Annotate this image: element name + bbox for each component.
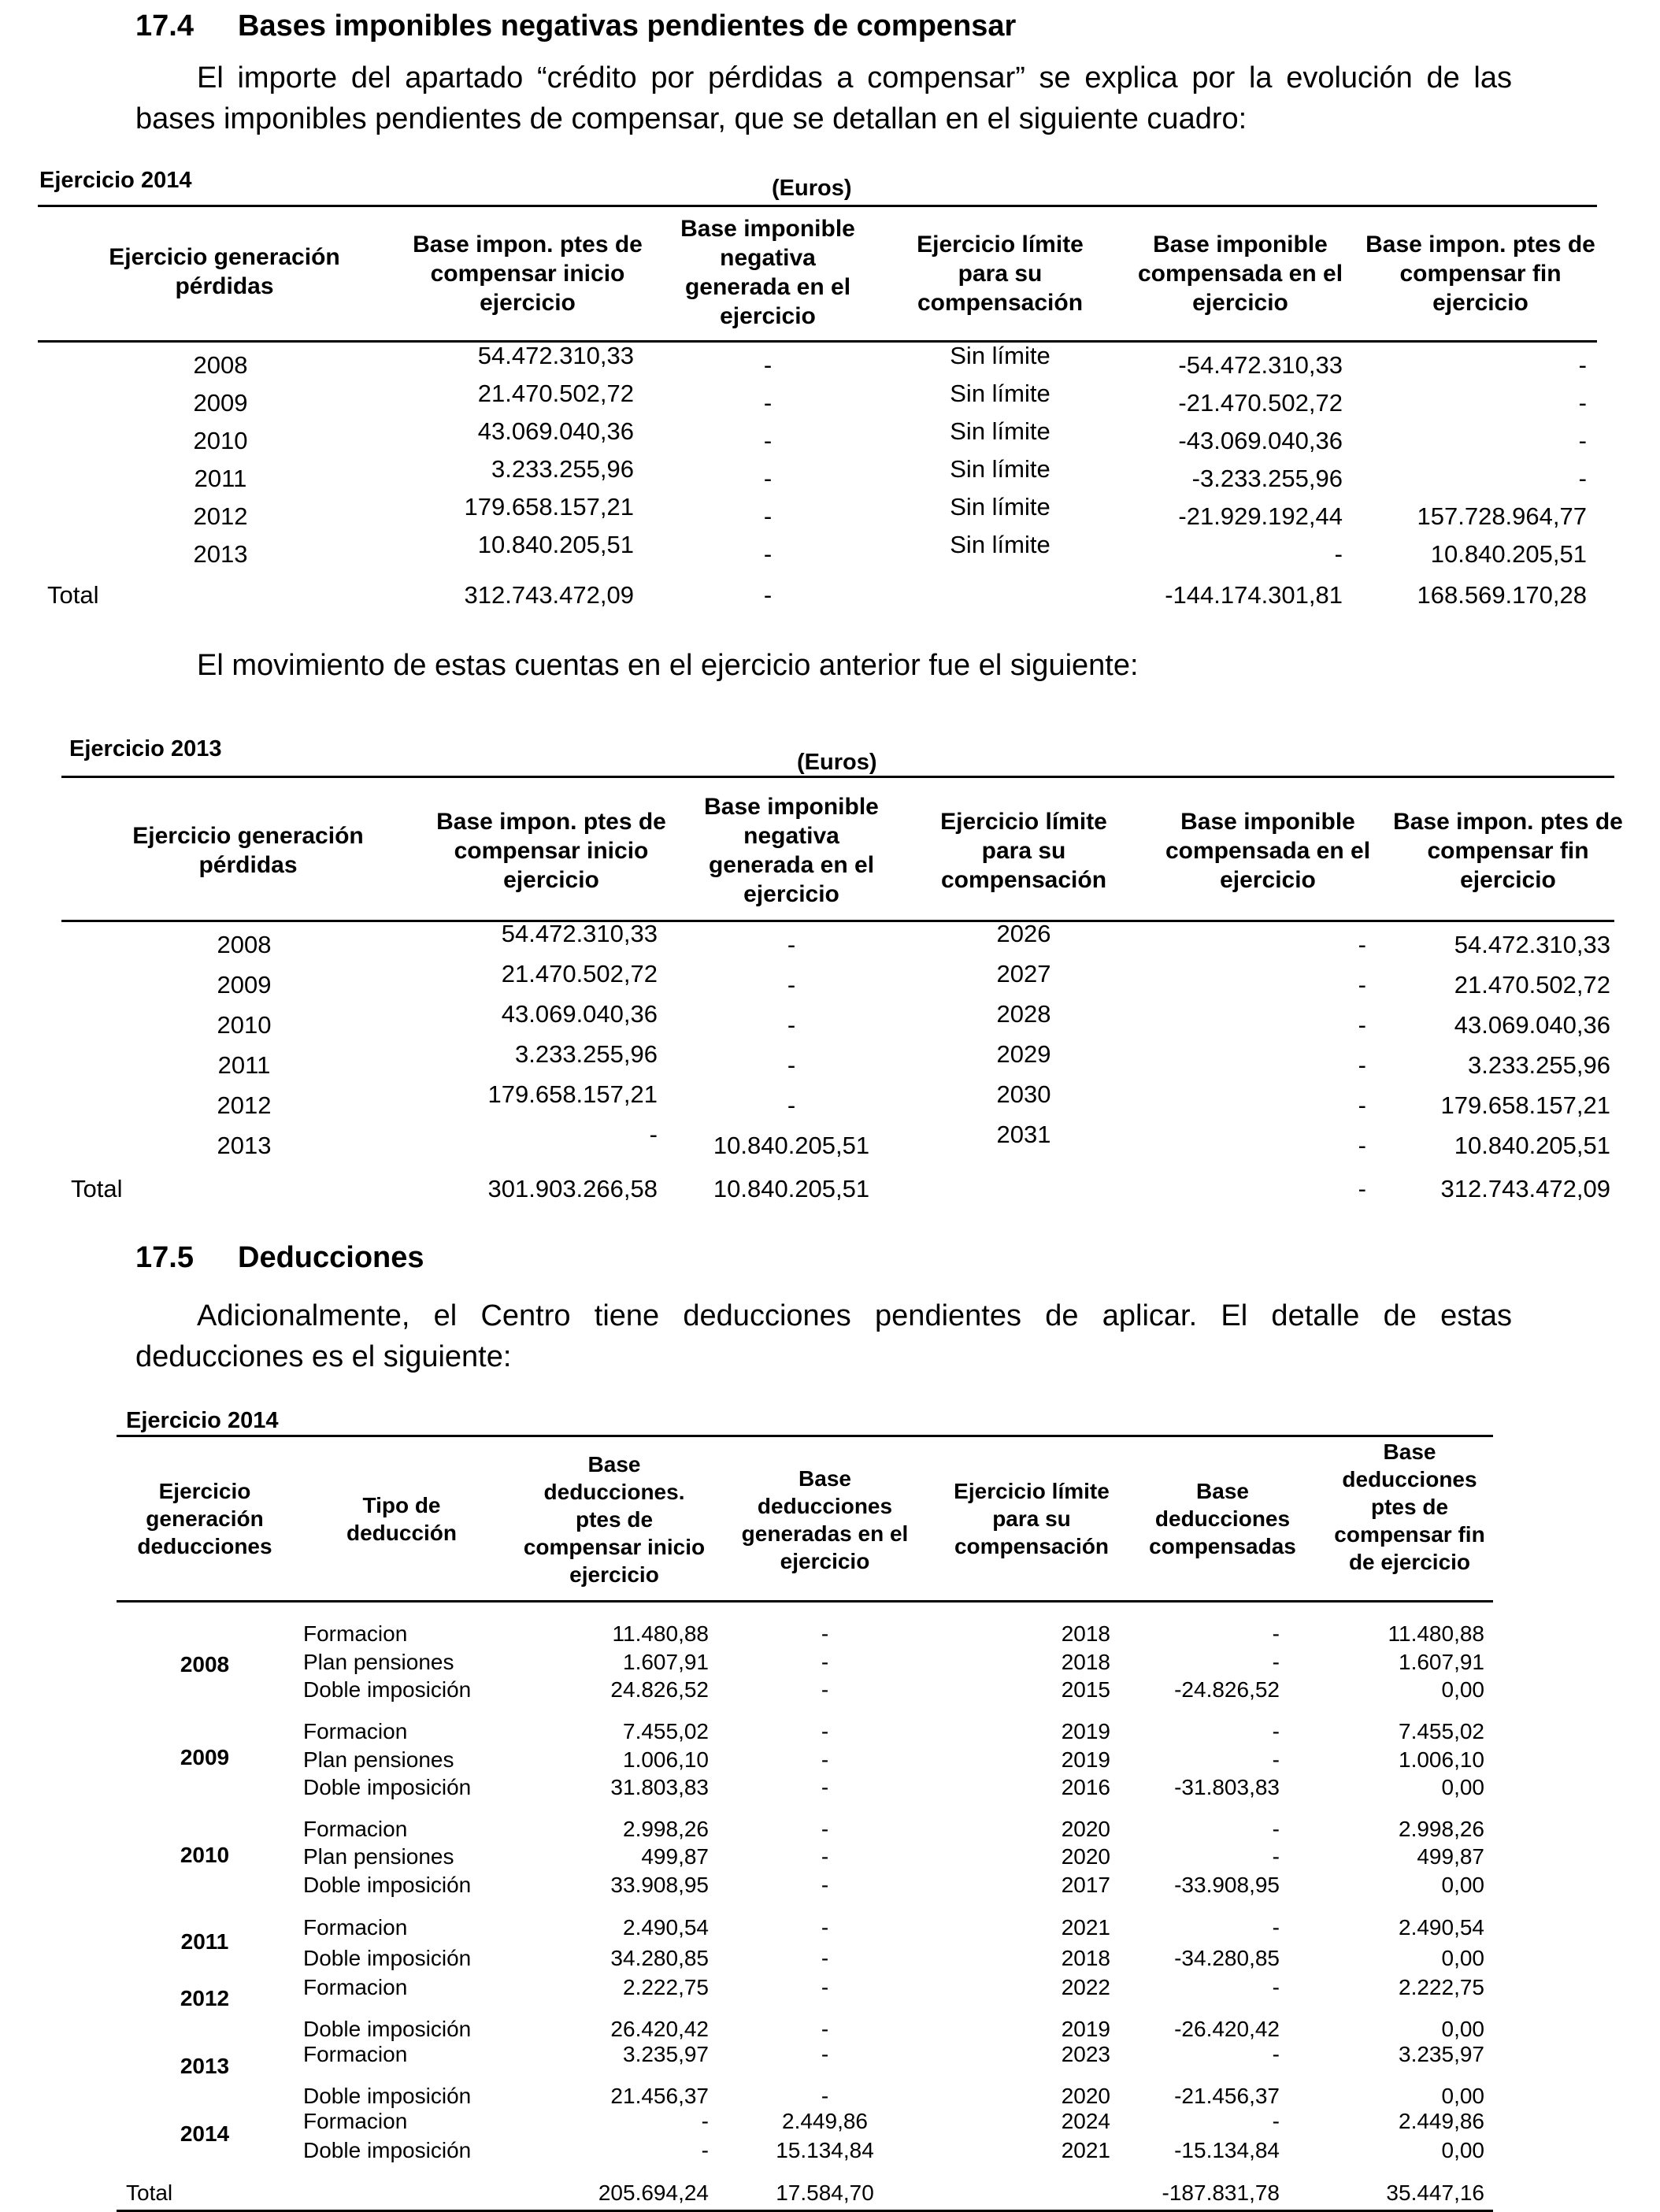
cell-limit-year: 2021 xyxy=(1061,2138,1110,2162)
cell-year: 2009 xyxy=(217,971,272,999)
table-label: Ejercicio 2014 xyxy=(126,1408,279,1433)
cell-year: 2010 xyxy=(217,1011,272,1039)
col-header: Ejercicio generación pérdidas xyxy=(109,244,340,299)
cell-year: 2011 xyxy=(194,465,247,492)
cell-compensated: -21.929.192,44 xyxy=(1178,502,1343,530)
cell-start-balance: 26.420,42 xyxy=(610,2017,709,2041)
cell-compensated: -54.472.310,33 xyxy=(1178,351,1343,379)
cell-generated: - xyxy=(787,931,796,958)
cell-end-balance: 0,00 xyxy=(1441,1946,1484,1970)
cell-start-balance: 54.472.310,33 xyxy=(501,920,658,947)
cell-start-balance: 10.840.205,51 xyxy=(477,531,634,558)
col-header: Base imponible compensada en el ejercicio xyxy=(1165,809,1371,893)
col-header: Ejercicio generación deducciones xyxy=(137,1479,272,1558)
year-group-label: 2014 xyxy=(180,2121,230,2146)
cell-generated: 10.840.205,51 xyxy=(713,1132,870,1159)
cell-generated: - xyxy=(763,465,773,492)
cell-limit-year: 2020 xyxy=(1061,2084,1110,2108)
cell-deduction-type: Doble imposición xyxy=(303,1873,472,1897)
cell-limit-year: 2017 xyxy=(1061,1873,1110,1897)
cell-end-balance: 1.607,91 xyxy=(1399,1650,1484,1674)
table-rule xyxy=(117,1600,1493,1602)
cell-end-balance: 2.449,86 xyxy=(1399,2109,1484,2133)
col-header: Base impon. ptes de compensar fin ejercicio xyxy=(1365,232,1595,316)
cell-end-balance: 312.743.472,09 xyxy=(1440,1175,1610,1202)
cell-limit-year: 2018 xyxy=(1061,1946,1110,1970)
cell-compensated: - xyxy=(1358,1132,1366,1159)
cell-compensated: -26.420,42 xyxy=(1174,2017,1280,2041)
cell-generated: - xyxy=(821,1873,829,1897)
cell-compensated: - xyxy=(1272,1719,1280,1743)
cell-compensated: - xyxy=(1272,2042,1280,2066)
cell-start-balance: 33.908,95 xyxy=(610,1873,709,1897)
cell-end-balance: 10.840.205,51 xyxy=(1454,1132,1610,1159)
cell-end-balance: - xyxy=(1578,465,1587,492)
cell-generated: 10.840.205,51 xyxy=(713,1175,870,1202)
cell-compensated: -33.908,95 xyxy=(1174,1873,1280,1897)
section-number: 17.4 xyxy=(135,9,194,43)
cell-compensated: - xyxy=(1358,1051,1366,1079)
cell-start-balance: 3.233.255,96 xyxy=(514,1040,658,1068)
cell-start-balance: 301.903.266,58 xyxy=(487,1175,658,1202)
table-label: Ejercicio 2013 xyxy=(69,736,222,761)
cell-start-balance: 2.998,26 xyxy=(623,1817,709,1841)
cell-start-balance: 2.490,54 xyxy=(623,1915,709,1940)
cell-end-balance: 0,00 xyxy=(1441,2138,1484,2162)
col-header: Base imponible compensada en el ejercicio xyxy=(1137,232,1343,316)
cell-year: 2009 xyxy=(193,389,248,417)
cell-limit-year: 2018 xyxy=(1061,1621,1110,1646)
cell-end-balance: 2.998,26 xyxy=(1399,1817,1484,1841)
cell-generated: 17.584,70 xyxy=(776,2181,874,2205)
cell-start-balance: 31.803,83 xyxy=(610,1775,709,1799)
cell-compensated: - xyxy=(1272,1844,1280,1869)
cell-compensated: - xyxy=(1358,931,1366,958)
paragraph-line: El movimiento de estas cuentas en el ejercicio anterior fue el siguiente: xyxy=(197,649,1139,682)
cell-compensated: - xyxy=(1272,2109,1280,2133)
cell-start-balance: 11.480,88 xyxy=(612,1621,709,1646)
cell-deduction-type: Formacion xyxy=(303,1621,408,1646)
cell-deduction-type: Formacion xyxy=(303,2042,408,2066)
cell-start-balance: 24.826,52 xyxy=(610,1677,709,1702)
cell-limit-year: Sin límite xyxy=(950,417,1050,445)
cell-generated: - xyxy=(821,1915,829,1940)
cell-limit-year: 2023 xyxy=(1061,2042,1110,2066)
cell-compensated: - xyxy=(1358,1091,1366,1119)
cell-start-balance: 54.472.310,33 xyxy=(477,342,634,369)
cell-limit-year: 2026 xyxy=(996,920,1051,947)
cell-compensated: - xyxy=(1334,540,1343,568)
col-header: Base imponible negativa generada en el ejercicio xyxy=(704,794,879,907)
cell-compensated: -21.470.502,72 xyxy=(1178,389,1343,417)
year-group-label: 2010 xyxy=(180,1843,230,1867)
cell-generated: - xyxy=(821,1946,829,1970)
cell-start-balance: 1.607,91 xyxy=(623,1650,709,1674)
year-group-label: 2011 xyxy=(180,1929,229,1954)
cell-year: 2013 xyxy=(193,540,248,568)
cell-year: 2012 xyxy=(193,502,248,530)
cell-compensated: -187.831,78 xyxy=(1162,2181,1280,2205)
cell-end-balance: - xyxy=(1578,427,1587,454)
cell-limit-year: 2020 xyxy=(1061,1817,1110,1841)
cell-limit-year: Sin límite xyxy=(950,380,1050,407)
cell-compensated: - xyxy=(1358,1175,1366,1202)
cell-start-balance: - xyxy=(649,1121,658,1148)
section-title: Deducciones xyxy=(238,1241,424,1274)
cell-end-balance: 1.006,10 xyxy=(1399,1747,1484,1772)
col-header: Base deducciones generadas en el ejercicio xyxy=(741,1466,909,1573)
cell-end-balance: 0,00 xyxy=(1441,1677,1484,1702)
cell-end-balance: 2.222,75 xyxy=(1399,1975,1484,1999)
cell-compensated: -24.826,52 xyxy=(1174,1677,1280,1702)
col-header: Base deducciones ptes de compensar fin de ejercicio xyxy=(1334,1439,1485,1574)
cell-start-balance: 3.235,97 xyxy=(623,2042,709,2066)
cell-limit-year: Sin límite xyxy=(950,342,1050,369)
cell-start-balance: 3.233.255,96 xyxy=(491,455,634,483)
cell-deduction-type: Plan pensiones xyxy=(303,1747,454,1772)
col-header: Base impon. ptes de compensar inicio ejercicio xyxy=(436,809,666,893)
cell-limit-year: 2019 xyxy=(1061,1747,1110,1772)
col-header: Base imponible negativa generada en el ejercicio xyxy=(680,216,855,329)
year-group-label: 2009 xyxy=(180,1745,230,1769)
total-label: Total xyxy=(47,581,99,609)
cell-end-balance: 35.447,16 xyxy=(1386,2181,1484,2205)
cell-deduction-type: Plan pensiones xyxy=(303,1844,454,1869)
cell-generated: - xyxy=(787,1091,796,1119)
cell-deduction-type: Doble imposición xyxy=(303,1775,472,1799)
cell-limit-year: 2022 xyxy=(1061,1975,1110,1999)
cell-generated: 15.134,84 xyxy=(776,2138,874,2162)
units-label: (Euros) xyxy=(772,176,852,201)
total-label: Total xyxy=(71,1175,123,1202)
table-rule xyxy=(38,340,1597,343)
cell-limit-year: 2019 xyxy=(1061,2017,1110,2041)
cell-compensated: -15.134,84 xyxy=(1174,2138,1280,2162)
cell-start-balance: 499,87 xyxy=(641,1844,709,1869)
cell-end-balance: 54.472.310,33 xyxy=(1454,931,1610,958)
col-header: Ejercicio generación pérdidas xyxy=(132,823,364,878)
cell-generated: - xyxy=(763,581,773,609)
cell-limit-year: 2031 xyxy=(996,1121,1051,1148)
cell-start-balance: 1.006,10 xyxy=(623,1747,709,1772)
cell-year: 2013 xyxy=(217,1132,272,1159)
cell-start-balance: 21.456,37 xyxy=(610,2084,709,2108)
cell-generated: - xyxy=(821,1621,829,1646)
col-header: Ejercicio límite para su compensación xyxy=(917,232,1084,316)
cell-compensated: -43.069.040,36 xyxy=(1178,427,1343,454)
table-rule xyxy=(38,205,1597,207)
col-header: Ejercicio límite para su compensación xyxy=(940,809,1107,893)
paragraph-line: deducciones es el siguiente: xyxy=(135,1340,512,1373)
cell-generated: - xyxy=(763,389,773,417)
cell-generated: - xyxy=(787,1011,796,1039)
cell-generated: - xyxy=(821,2084,829,2108)
cell-end-balance: 0,00 xyxy=(1441,1775,1484,1799)
col-header: Base deducciones. ptes de compensar inicio ejercicio xyxy=(523,1452,706,1587)
total-label: Total xyxy=(126,2181,173,2205)
cell-deduction-type: Plan pensiones xyxy=(303,1650,454,1674)
cell-end-balance: 168.569.170,28 xyxy=(1417,581,1587,609)
cell-compensated: - xyxy=(1272,1747,1280,1772)
table-rule xyxy=(117,1435,1493,1437)
cell-year: 2012 xyxy=(217,1091,272,1119)
cell-deduction-type: Doble imposición xyxy=(303,1677,472,1702)
cell-deduction-type: Doble imposición xyxy=(303,2017,472,2041)
cell-compensated: -34.280,85 xyxy=(1174,1946,1280,1970)
cell-limit-year: 2015 xyxy=(1061,1677,1110,1702)
cell-end-balance: 0,00 xyxy=(1441,2084,1484,2108)
cell-deduction-type: Formacion xyxy=(303,1975,408,1999)
cell-start-balance: 179.658.157,21 xyxy=(487,1080,658,1108)
cell-year: 2011 xyxy=(217,1051,271,1079)
cell-limit-year: Sin límite xyxy=(950,531,1050,558)
cell-generated: - xyxy=(821,1975,829,1999)
cell-limit-year: 2018 xyxy=(1061,1650,1110,1674)
cell-generated: - xyxy=(821,2017,829,2041)
cell-limit-year: 2027 xyxy=(996,960,1051,987)
cell-year: 2008 xyxy=(193,351,248,379)
cell-generated: - xyxy=(763,502,773,530)
cell-end-balance: 10.840.205,51 xyxy=(1430,540,1587,568)
cell-deduction-type: Doble imposición xyxy=(303,2084,472,2108)
table-rule xyxy=(61,776,1614,778)
cell-start-balance: 43.069.040,36 xyxy=(501,1000,658,1028)
cell-end-balance: 43.069.040,36 xyxy=(1454,1011,1610,1039)
cell-limit-year: 2030 xyxy=(996,1080,1051,1108)
cell-start-balance: 21.470.502,72 xyxy=(477,380,634,407)
cell-generated: - xyxy=(821,1817,829,1841)
paragraph-line: bases imponibles pendientes de compensar, que se detallan en el siguiente cuadro: xyxy=(135,102,1247,135)
cell-compensated: -3.233.255,96 xyxy=(1191,465,1343,492)
cell-compensated: - xyxy=(1358,1011,1366,1039)
cell-deduction-type: Doble imposición xyxy=(303,2138,472,2162)
cell-start-balance: 7.455,02 xyxy=(623,1719,709,1743)
cell-end-balance: 3.233.255,96 xyxy=(1467,1051,1610,1079)
cell-start-balance: - xyxy=(701,2138,709,2162)
cell-start-balance: 43.069.040,36 xyxy=(477,417,634,445)
cell-year: 2010 xyxy=(193,427,248,454)
cell-compensated: -21.456,37 xyxy=(1174,2084,1280,2108)
cell-generated: - xyxy=(821,1844,829,1869)
cell-start-balance: - xyxy=(701,2109,709,2133)
cell-generated: - xyxy=(763,427,773,454)
cell-year: 2008 xyxy=(217,931,272,958)
cell-limit-year: 2029 xyxy=(996,1040,1051,1068)
cell-limit-year: 2024 xyxy=(1061,2109,1110,2133)
table-label: Ejercicio 2014 xyxy=(39,168,192,193)
cell-compensated: - xyxy=(1272,1817,1280,1841)
cell-compensated: - xyxy=(1358,971,1366,999)
cell-deduction-type: Formacion xyxy=(303,1719,408,1743)
year-group-label: 2012 xyxy=(180,1986,230,2010)
cell-limit-year: Sin límite xyxy=(950,455,1050,483)
cell-end-balance: 157.728.964,77 xyxy=(1417,502,1587,530)
cell-generated: - xyxy=(821,2042,829,2066)
cell-end-balance: - xyxy=(1578,351,1587,379)
col-header: Base impon. ptes de compensar fin ejercicio xyxy=(1393,809,1623,893)
cell-limit-year: 2028 xyxy=(996,1000,1051,1028)
cell-compensated: -144.174.301,81 xyxy=(1165,581,1343,609)
cell-end-balance: 0,00 xyxy=(1441,2017,1484,2041)
cell-compensated: - xyxy=(1272,1621,1280,1646)
cell-generated: - xyxy=(821,1719,829,1743)
units-label: (Euros) xyxy=(797,750,877,775)
cell-start-balance: 205.694,24 xyxy=(598,2181,709,2205)
year-group-label: 2008 xyxy=(180,1652,230,1677)
cell-deduction-type: Formacion xyxy=(303,2109,408,2133)
cell-generated: 2.449,86 xyxy=(782,2109,868,2133)
cell-end-balance: 179.658.157,21 xyxy=(1440,1091,1610,1119)
cell-limit-year: 2020 xyxy=(1061,1844,1110,1869)
paragraph-line: El importe del apartado “crédito por pérdidas a compensar” se explica por la evolución de las xyxy=(197,61,1512,94)
cell-generated: - xyxy=(821,1650,829,1674)
cell-compensated: - xyxy=(1272,1975,1280,1999)
cell-start-balance: 312.743.472,09 xyxy=(464,581,634,609)
paragraph-line: Adicionalmente, el Centro tiene deducciones pendientes de aplicar. El detalle de estas xyxy=(197,1299,1512,1332)
cell-end-balance: 2.490,54 xyxy=(1399,1915,1484,1940)
cell-generated: - xyxy=(821,1747,829,1772)
table-rule xyxy=(61,920,1614,922)
cell-end-balance: 499,87 xyxy=(1417,1844,1484,1869)
cell-end-balance: 11.480,88 xyxy=(1388,1621,1484,1646)
year-group-label: 2013 xyxy=(180,2054,230,2078)
cell-deduction-type: Formacion xyxy=(303,1915,408,1940)
col-header: Tipo de deducción xyxy=(346,1493,457,1545)
cell-generated: - xyxy=(821,1775,829,1799)
cell-limit-year: 2019 xyxy=(1061,1719,1110,1743)
cell-end-balance: 7.455,02 xyxy=(1399,1719,1484,1743)
cell-end-balance: - xyxy=(1578,389,1587,417)
cell-compensated: -31.803,83 xyxy=(1174,1775,1280,1799)
section-title: Bases imponibles negativas pendientes de compensar xyxy=(238,9,1017,43)
cell-compensated: - xyxy=(1272,1915,1280,1940)
cell-limit-year: 2016 xyxy=(1061,1775,1110,1799)
cell-end-balance: 0,00 xyxy=(1441,1873,1484,1897)
section-number: 17.5 xyxy=(135,1241,194,1274)
col-header: Base impon. ptes de compensar inicio ejercicio xyxy=(413,232,643,316)
cell-deduction-type: Doble imposición xyxy=(303,1946,472,1970)
cell-start-balance: 2.222,75 xyxy=(623,1975,709,1999)
cell-generated: - xyxy=(763,351,773,379)
cell-end-balance: 21.470.502,72 xyxy=(1454,971,1610,999)
cell-compensated: - xyxy=(1272,1650,1280,1674)
col-header: Ejercicio límite para su compensación xyxy=(954,1479,1110,1558)
cell-generated: - xyxy=(787,971,796,999)
cell-generated: - xyxy=(763,540,773,568)
cell-generated: - xyxy=(787,1051,796,1079)
cell-start-balance: 179.658.157,21 xyxy=(464,493,634,521)
cell-start-balance: 21.470.502,72 xyxy=(501,960,658,987)
cell-generated: - xyxy=(821,1677,829,1702)
cell-limit-year: Sin límite xyxy=(950,493,1050,521)
cell-end-balance: 3.235,97 xyxy=(1399,2042,1484,2066)
cell-start-balance: 34.280,85 xyxy=(610,1946,709,1970)
cell-deduction-type: Formacion xyxy=(303,1817,408,1841)
col-header: Base deducciones compensadas xyxy=(1149,1479,1296,1558)
cell-limit-year: 2021 xyxy=(1061,1915,1110,1940)
